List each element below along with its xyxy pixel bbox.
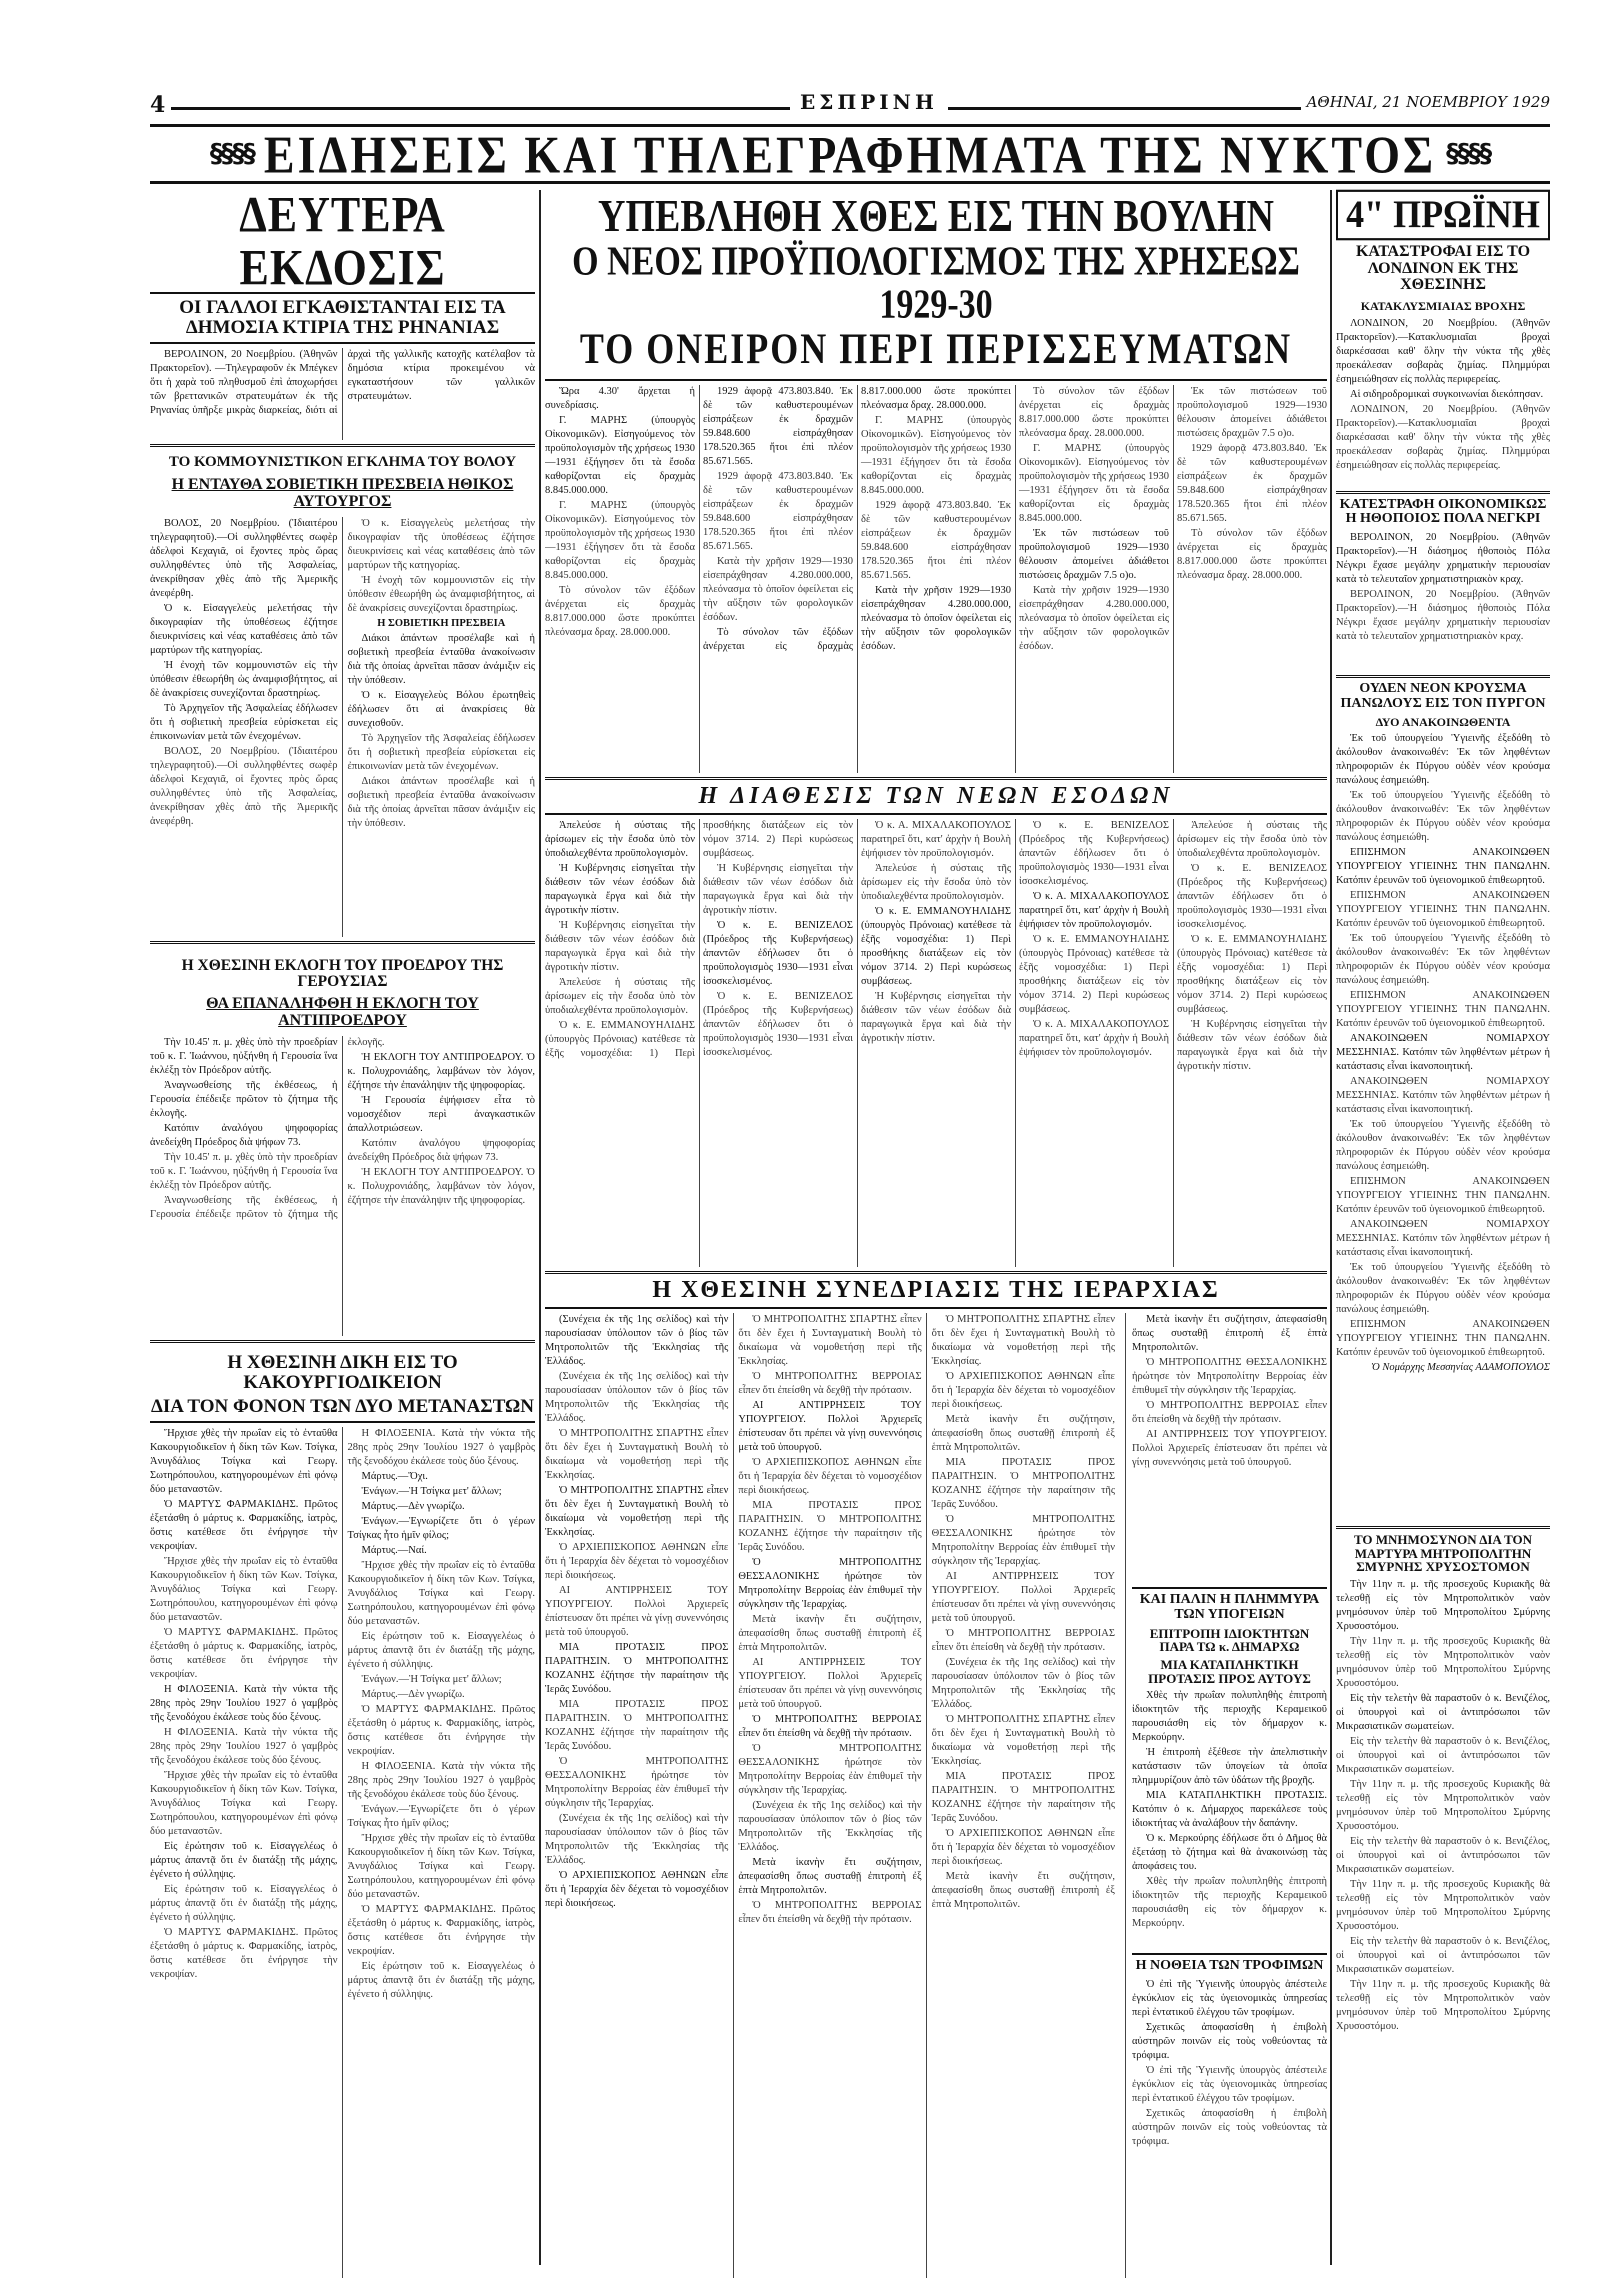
paragraph: Ἀναγνωσθείσης τῆς ἐκθέσεως, ἡ Γερουσία ἐπέδειξε πρῶτον τὸ ζήτημα τῆς ἐκλογῆς. [150,1079,338,1119]
paragraph: ΛΟΝΔΙΝΟΝ, 20 Νοεμβρίου. (Ἀθηνῶν Πρακτορεῖον).—Κατακλυσμιαῖαι βροχαὶ διαρκέσασαι καθ' ὅλην τὴν νύκτα τῆς χθὲς προεκάλεσαν σοβαρὰς ζημίας. Πλημμύραι ἐσημειώθησαν εἰς πολλὰς περιφερείας. [1336,403,1550,471]
paragraph: ΕΠΙΣΗΜΟΝ ΑΝΑΚΟΙΝΩΘΕΝ ΥΠΟΥΡΓΕΙΟΥ ΥΓΙΕΙΝΗΣ ΤΗΝ ΠΑΝΩΛΗΝ. Κατόπιν ἐρευνῶν τοῦ ὑγειονομικοῦ ἐπιθεωρητοῦ. [1336,1319,1550,1359]
paragraph: Ἀπελεύσε ἡ σύσταις τῆς ἀρίσωμεν εἰς τὴν ἔσοδα ὑπὸ τὸν ὑποδιαλεχθέντα προϋπολογισμὸν. [861,863,1011,903]
paragraph: Ὁ κ. Ε. ΒΕΝΙΖΕΛΟΣ (Πρόεδρος τῆς Κυβερνήσεως) ἀπαντῶν ἐδήλωσεν ὅτι ὁ προϋπολογισμὸς 1930—1931 εἶναι ἰσοσκελισμένος. [703,920,853,988]
banner-title: ΕΙΔΗΣΕΙΣ ΚΑΙ ΤΗΛΕΓΡΑΦΗΜΑΤΑ ΤΗΣ ΝΥΚΤΟΣ [263,124,1437,184]
paper-name: ΕΣΠΡΙΝΗ [790,90,948,114]
paragraph: Τὴν 10.45' π. μ. χθὲς ὑπὸ τὴν προεδρίαν τοῦ κ. Γ. Ἰωάννου, ηὐξήνθη ἡ Γερουσία ἵνα ἐκλέξῃ τὸν Πρόεδρον αὐτῆς. [150,1036,338,1076]
paragraph: ΜΙΑ ΠΡΟΤΑΣΙΣ ΠΡΟΣ ΠΑΡΑΙΤΗΣΙΝ. Ὁ ΜΗΤΡΟΠΟΛΙΤΗΣ ΚΟΖΑΝΗΣ ἐζήτησε τὴν παραίτησιν τῆς Ἱερᾶς Συνόδου. [545,1642,729,1696]
dialogue-line: Ἐνάγων.—Ἡ Τσίγκα μετ' ἄλλων; [361,1485,502,1497]
issue-date: ΑΘΗΝΑΙ, 21 ΝΟΕΜΒΡΙΟΥ 1929 [1301,93,1550,111]
paragraph: Εἰς ἐρώτησιν τοῦ κ. Εἰσαγγελέως ὁ μάρτυς ἀπαντᾷ ὅτι ἐν διατάξῃ τῆς μάχης, ἐγένετο ἡ σύλληψις. [347,1960,535,2000]
divider [1336,491,1550,494]
article-body [545,385,1327,773]
paragraph: Ὁ κ. Ε. ΒΕΝΙΖΕΛΟΣ (Πρόεδρος τῆς Κυβερνήσεως) ἀπαντῶν ἐδήλωσεν ὅτι ὁ προϋπολογισμὸς 1930—1931 εἶναι ἰσοσκελισμένος. [1177,863,1327,931]
paragraph: Ὁ ΜΑΡΤΥΣ ΦΑΡΜΑΚΙΔΗΣ. Πρῶτος ἐξετάσθη ὁ μάρτυς κ. Φαρμακίδης, ἰατρὸς, ὅστις κατέθεσε ὅτι ἐνήργησε τὴν νεκροψίαν. [347,1903,535,1957]
divider [545,813,1327,815]
paragraph: Εἰς ἐρώτησιν τοῦ κ. Εἰσαγγελέως ὁ μάρτυς ἀπαντᾷ ὅτι ἐν διατάξῃ τῆς μάχης, ἐγένετο ἡ σύλληψις. [150,1840,338,1880]
article-subhead: ΔΥΟ ΑΝΑΚΟΙΝΩΘΕΝΤΑ [1375,714,1511,729]
paragraph: Ἤρχισε χθὲς τὴν πρωΐαν εἰς τὸ ἐνταῦθα Κακουργιοδικεῖον ἡ δίκη τῶν Κων. Τσίγκα, Ἀνυγδάλιος Τσίγκα καὶ Γεωργ. Σωτηρόπουλου, κατηγορουμένων ἐπὶ φόνῳ δύο μεταναστῶν. [347,1559,535,1627]
article-headline: ΤΟ ΜΝΗΜΟΣΥΝΟΝ ΔΙΑ ΤΟΝ ΜΑΡΤΥΡΑ ΜΗΤΡΟΠΟΛΙΤΗΝ ΣΜΥΡΝΗΣ ΧΡΥΣΟΣΤΟΜΟΝ [1353,1532,1533,1575]
paragraph: Ἡ Κυβέρνησις εἰσηγεῖται τὴν διάθεσιν τῶν νέων ἐσόδων διὰ παραγωγικὰ ἔργα καὶ διὰ τὴν ἀγροτικὴν πίστιν. [545,863,695,917]
ornament-icon: §§§§ [1446,139,1491,169]
paragraph: Μετὰ ἱκανὴν ἔτι συζήτησιν, ἀπεφασίσθη ὅπως συσταθῇ ἐπιτροπὴ ἐξ ἑπτὰ Μητροπολιτῶν. [931,1414,1115,1454]
paragraph: Ἀπελεύσε ἡ σύσταις τῆς ἀρίσωμεν εἰς τὴν ἔσοδα ὑπὸ τὸν ὑποδιαλεχθέντα προϋπολογισμὸν. [1177,820,1327,860]
paragraph: Ἐκ τῶν πιστώσεων τοῦ προϋπολογισμοῦ 1929—1930 θέλουσιν ἀπομείνει ἀδιάθετοι πιστώσεις δραχμῶν 7.5 ο)ο. [1177,386,1327,440]
right-column [1336,192,1550,2198]
paragraph: Τὴν 11ην π. μ. τῆς προσεχοῦς Κυριακῆς θὰ τελεσθῇ εἰς τὸν Μητροπολιτικὸν ναὸν μνημόσυνον ὑπὲρ τοῦ Μητροπολίτου Σμύρνης Χρυσοστόμου. [1336,1979,1550,2033]
paragraph: ΑΝΑΚΟΙΝΩΘΕΝ ΝΟΜΙΑΡΧΟΥ ΜΕΣΣΗΝΙΑΣ. Κατόπιν τῶν ληφθέντων μέτρων ἡ κατάστασις εἶναι ἱκανοποιητική. [1336,1076,1550,1116]
paragraph: Αἱ σιδηροδρομικαὶ συγκοινωνίαι διεκόπησαν. [1350,388,1544,400]
divider [150,941,535,944]
article-headline: ΤΟ ΚΟΜΜΟΥΝΙΣΤΙΚΟΝ ΕΓΚΛΗΜΑ ΤΟΥ ΒΟΛΟΥ [168,454,517,471]
paragraph: Εἰς ἐρώτησιν τοῦ κ. Εἰσαγγελέως ὁ μάρτυς ἀπαντᾷ ὅτι ἐν διατάξῃ τῆς μάχης, ἐγένετο ἡ σύλληψις. [347,1630,535,1670]
article-body [545,819,1327,1267]
article-body [1132,1689,1327,1949]
paragraph: Ὁ κ. Ε. ΕΜΜΑΝΟΥΗΛΙΔΗΣ (ὑπουργὸς Πρόνοιας) κατέθεσε τὰ ἑξῆς νομοσχέδια: 1) Περὶ προσθήκης διατάξεων εἰς τὸν νόμον 3714. 2) Περὶ κυρώσεως συμβάσεως. [1019,934,1169,1016]
paragraph: (Συνέχεια ἐκ τῆς 1ης σελίδος) καὶ τὴν παρουσίασαν ὑπόλοιπον τῶν ὁ βίος τῶν Μητροπολιτῶν τῆς Ἐκκλησίας τῆς Ἑλλάδος. [931,1657,1115,1711]
paragraph: (Συνέχεια ἐκ τῆς 1ης σελίδος) καὶ τὴν παρουσίασαν ὑπόλοιπον τῶν ὁ βίος τῶν Μητροπολιτῶν τῆς Ἐκκλησίας τῆς Ἑλλάδος. [545,1314,729,1368]
paragraph: Τὸ σύνολον τῶν ἐξόδων ἀνέρχεται εἰς δραχμὰς 8.817.000.000 ὥστε προκύπτει πλεόνασμα δραχ. 28.000.000. [703,386,1011,653]
paragraph: Ὁ ΑΡΧΙΕΠΙΣΚΟΠΟΣ ΑΘΗΝΩΝ εἶπε ὅτι ἡ Ἱεραρχία δὲν δέχεται τὸ νομοσχέδιον περὶ διοικήσεως. [545,1542,729,1582]
divider [1132,1953,1327,1955]
paragraph: Ὁ ΜΗΤΡΟΠΟΛΙΤΗΣ ΣΠΑΡΤΗΣ εἶπεν ὅτι δὲν ἔχει ἡ Συνταγματικὴ Βουλὴ τὸ δικαίωμα νὰ νομοθετήσῃ περὶ τῆς Ἐκκλησίας. [931,1714,1115,1768]
page-number: 4 [150,92,171,118]
paragraph: Ὁ ΜΗΤΡΟΠΟΛΙΤΗΣ ΣΠΑΡΤΗΣ εἶπεν ὅτι δὲν ἔχει ἡ Συνταγματικὴ Βουλὴ τὸ δικαίωμα νὰ νομοθετήσῃ περὶ τῆς Ἐκκλησίας. [931,1314,1115,1368]
paragraph: Ὁ ΜΗΤΡΟΠΟΛΙΤΗΣ ΒΕΡΡΟΙΑΣ εἶπεν ὅτι ἐπείσθη νὰ δεχθῇ τὴν πρότασιν. [738,1900,922,1926]
paragraph: Γ. ΜΑΡΗΣ (ὑπουργὸς Οἰκονομικῶν). Εἰσηγούμενος τὸν προϋπολογισμὸν τῆς χρήσεως 1930—1931 ἐξήγησεν ὅτι τὰ ἔσοδα καθορίζονται εἰς δραχμὰς 8.845.000.000. [1019,443,1169,525]
paragraph: Διάκοι ἀπάντων προσέλαβε καὶ ἡ σοβιετικὴ πρεσβεία ἐνταῦθα ἀνακοίνωσιν διὰ τῆς ὁποίας ἀρνεῖται πᾶσαν ἀνάμιξιν εἰς τὴν ὑπόθεσιν. [347,632,535,686]
article-headline: Η ΧΘΕΣΙΝΗ ΕΚΛΟΓΗ ΤΟΥ ΠΡΟΕΔΡΟΥ ΤΗΣ ΓΕΡΟΥΣΙΑΣ [181,956,504,990]
divider [150,342,535,344]
paragraph: Ὁ κ. Α. ΜΙΧΑΛΑΚΟΠΟΥΛΟΣ παρατηρεῖ ὅτι, κατ' ἀρχὴν ἡ Βουλὴ ἐψήφισεν τὸν προϋπολογισμόν. [861,820,1011,860]
paragraph: Ἡ Κυβέρνησις εἰσηγεῖται τὴν διάθεσιν τῶν νέων ἐσόδων διὰ παραγωγικὰ ἔργα καὶ διὰ τὴν ἀγροτικὴν πίστιν. [1177,1019,1327,1073]
divider [150,444,535,447]
paragraph: Γ. ΜΑΡΗΣ (ὑπουργὸς Οἰκονομικῶν). Εἰσηγούμενος τὸν προϋπολογισμὸν τῆς χρήσεως 1930—1931 ἐξήγησεν ὅτι τὰ ἔσοδα καθορίζονται εἰς δραχμὰς 8.845.000.000. [545,500,695,582]
paragraph: Τὴν 11ην π. μ. τῆς προσεχοῦς Κυριακῆς θὰ τελεσθῇ εἰς τὸν Μητροπολιτικὸν ναὸν μνημόσυνον ὑπὲρ τοῦ Μητροπολίτου Σμύρνης Χρυσοστόμου. [1336,1579,1550,1633]
paragraph: Ἤρχισε χθὲς τὴν πρωΐαν εἰς τὸ ἐνταῦθα Κακουργιοδικεῖον ἡ δίκη τῶν Κων. Τσίγκα, Ἀνυγδάλιος Τσίγκα καὶ Γεωργ. Σωτηρόπουλου, κατηγορουμένων ἐπὶ φόνῳ δύο μεταναστῶν. [347,1832,535,1900]
paragraph: Ἐκ τῶν πιστώσεων τοῦ προϋπολογισμοῦ 1929—1930 θέλουσιν ἀπομείνει ἀδιάθετοι πιστώσεις δραχμῶν 7.5 ο)ο. [1019,528,1169,582]
paragraph: Ἤρχισε χθὲς τὴν πρωΐαν εἰς τὸ ἐνταῦθα Κακουργιοδικεῖον ἡ δίκη τῶν Κων. Τσίγκα, Ἀνυγδάλιος Τσίγκα καὶ Γεωργ. Σωτηρόπουλου, κατηγορουμένων ἐπὶ φόνῳ δύο μεταναστῶν. [150,1427,338,1495]
paragraph: ΒΕΡΟΛΙΝΟΝ, 20 Νοεμβρίου. (Ἀθηνῶν Πρακτορεῖον). —Τηλεγραφοῦν ἐκ Μπέγκεν ὅτι ἡ χαρὰ τοῦ πληθυσμοῦ ἐπὶ ἀποχωρήσει τῶν βρεττανικῶν στρατευμάτων ἐκ τῆς Ρηνανίας ὑπῆρξε μικρὰς διαρκείας, διότι αἱ ἀρχαὶ τῆς γαλλικῆς κατοχῆς κατέλαβον τὰ δημόσια κτίρια προκειμένου νὰ εγκαταστήσουν τῶν γαλλικῶν στρατευμάτων. [150,349,535,417]
paragraph: Η ΦΙΛΟΞΕΝΙΑ. Κατὰ τὴν νύκτα τῆς 28ης πρὸς 29ην Ἰουλίου 1927 ὁ γαμβρὸς τῆς ξενοδόχου ἐκάλεσε τοὺς δύο ξένους. [347,1427,535,1467]
section-headline: Η ΔΙΑΘΕΣΙΣ ΤΩΝ ΝΕΩΝ ΕΣΟΔΩΝ [698,783,1174,810]
divider [150,1340,535,1343]
paragraph: 1929 ἀφορᾷ 473.803.840. Ἐκ δὲ τῶν καθυστερουμένων εἰσπράξεων ἐκ δραχμῶν 59.848.600 εἰσπράχθησαν 178.520.365 ἤτοι ἐπὶ πλέον 85.671.565. [703,471,853,553]
paragraph: Κατόπιν ἀναλόγου ψηφοφορίας ἀνεδείχθη Πρόεδρος διὰ ψήφων 73. [150,1122,338,1148]
article-body [1336,732,1550,1522]
paragraph: Ὁ ΜΑΡΤΥΣ ΦΑΡΜΑΚΙΔΗΣ. Πρῶτος ἐξετάσθη ὁ μάρτυς κ. Φαρμακίδης, ἰατρὸς, ὅστις κατέθεσε ὅτι ἐνήργησε τὴν νεκροψίαν. [150,1626,338,1680]
signature-line: Ὁ Νομάρχης Μεσσηνίας ΑΔΑΜΟΠΟΥΛΟΣ [1371,1362,1550,1374]
paragraph: Χθὲς τὴν πρωΐαν πολυπληθὴς ἐπιτροπὴ ἰδιοκτητῶν τῆς περιοχῆς Κεραμεικοῦ παρουσιάσθη εἰς τὸν δήμαρχον κ. Μερκούρην. [1132,1690,1327,1744]
paragraph: Ὁ ΜΗΤΡΟΠΟΛΙΤΗΣ ΒΕΡΡΟΙΑΣ εἶπεν ὅτι ἐπείσθη νὰ δεχθῇ τὴν πρότασιν. [931,1628,1115,1654]
dialogue-line: Μάρτυς.—Δὲν γνωρίζω. [361,1688,465,1700]
article-headline: ΚΑΤΕΣΤΡΑΦΗ ΟΙΚΟΝΟΜΙΚΩΣ Η ΗΘΟΠΟΙΟΣ ΠΟΛΑ ΝΕΓΚΡΙ [1339,496,1547,527]
paragraph: Ὁ κ. Ε. ΒΕΝΙΖΕΛΟΣ (Πρόεδρος τῆς Κυβερνήσεως) ἀπαντῶν ἐδήλωσεν ὅτι ὁ προϋπολογισμὸς 1930—1931 εἶναι ἰσοσκελισμένος. [1019,820,1169,888]
paragraph: ΑΙ ΑΝΤΙΡΡΗΣΕΙΣ ΤΟΥ ΥΠΟΥΡΓΕΙΟΥ. Πολλοὶ Ἀρχιερεῖς ἐπίστευσαν ὅτι πρέπει νὰ γίνῃ συνεννόησις μετὰ τοῦ ὑπουργοῦ. [545,1585,729,1639]
paragraph: ΜΙΑ ΠΡΟΤΑΣΙΣ ΠΡΟΣ ΠΑΡΑΙΤΗΣΙΝ. Ὁ ΜΗΤΡΟΠΟΛΙΤΗΣ ΚΟΖΑΝΗΣ ἐζήτησε τὴν παραίτησιν τῆς Ἱερᾶς Συνόδου. [738,1500,922,1554]
paragraph: Ἤρχισε χθὲς τὴν πρωΐαν εἰς τὸ ἐνταῦθα Κακουργιοδικεῖον ἡ δίκη τῶν Κων. Τσίγκα, Ἀνυγδάλιος Τσίγκα καὶ Γεωργ. Σωτηρόπουλου, κατηγορουμένων ἐπὶ φόνῳ δύο μεταναστῶν. [150,1769,338,1837]
paragraph: Τὸ σύνολον τῶν ἐξόδων ἀνέρχεται εἰς δραχμὰς 8.817.000.000 ὥστε προκύπτει πλεόνασμα δραχ. 28.000.000. [1177,528,1327,582]
paragraph: Η ΦΙΛΟΞΕΝΙΑ. Κατὰ τὴν νύκτα τῆς 28ης πρὸς 29ην Ἰουλίου 1927 ὁ γαμβρὸς τῆς ξενοδόχου ἐκάλεσε τοὺς δύο ξένους. [150,1683,338,1723]
paragraph: Μετὰ ἱκανὴν ἔτι συζήτησιν, ἀπεφασίσθη ὅπως συσταθῇ ἐπιτροπὴ ἐξ ἑπτὰ Μητροπολιτῶν. [738,1614,922,1654]
paragraph: Ὁ ΜΑΡΤΥΣ ΦΑΡΜΑΚΙΔΗΣ. Πρῶτος ἐξετάσθη ὁ μάρτυς κ. Φαρμακίδης, ἰατρὸς, ὅστις κατέθεσε ὅτι ἐνήργησε τὴν νεκροψίαν. [347,1703,535,1757]
paragraph: ΒΟΛΟΣ, 20 Νοεμβρίου. (Ἰδιαιτέρου τηλεγραφητοῦ).—Οἱ συλληφθέντες σωφὲρ ἀδελφοὶ Κεχαγιᾶ, οἱ ἔχοντες πρὸς ὥρας συλληφθέντες ὑπὸ τῆς Ἀσφαλείας, ἀνεκρίθησαν χθὲς ἀπὸ τῆς Ἀμερικῆς ἀνεφέρθη. [150,517,338,599]
paragraph: Ὁ κ. Ε. ΕΜΜΑΝΟΥΗΛΙΔΗΣ (ὑπουργὸς Πρόνοιας) κατέθεσε τὰ ἑξῆς νομοσχέδια: 1) Περὶ προσθήκης διατάξεων εἰς τὸν νόμον 3714. 2) Περὶ κυρώσεως συμβάσεως. [545,820,853,1060]
paragraph: Ὁ ΜΗΤΡΟΠΟΛΙΤΗΣ ΣΠΑΡΤΗΣ εἶπεν ὅτι δὲν ἔχει ἡ Συνταγματικὴ Βουλὴ τὸ δικαίωμα νὰ νομοθετήσῃ περὶ τῆς Ἐκκλησίας. [738,1314,922,1368]
dialogue-line: Ἐνάγων.—Ἡ Τσίγκα μετ' ἄλλων; [361,1673,502,1685]
paragraph: ΕΠΙΣΗΜΟΝ ΑΝΑΚΟΙΝΩΘΕΝ ΥΠΟΥΡΓΕΙΟΥ ΥΓΙΕΙΝΗΣ ΤΗΝ ΠΑΝΩΛΗΝ. Κατόπιν ἐρευνῶν τοῦ ὑγειονομικοῦ ἐπιθεωρητοῦ. [1336,1176,1550,1216]
article-headline: ΚΑΤΑΣΤΡΟΦΑΙ ΕΙΣ ΤΟ ΛΟΝΔΙΝΟΝ ΕΚ ΤΗΣ ΧΘΕΣΙΝΗΣ [1355,242,1531,294]
paragraph: ΜΙΑ ΠΡΟΤΑΣΙΣ ΠΡΟΣ ΠΑΡΑΙΤΗΣΙΝ. Ὁ ΜΗΤΡΟΠΟΛΙΤΗΣ ΚΟΖΑΝΗΣ ἐζήτησε τὴν παραίτησιν τῆς Ἱερᾶς Συνόδου. [931,1771,1115,1825]
paragraph: ΑΝΑΚΟΙΝΩΘΕΝ ΝΟΜΙΑΡΧΟΥ ΜΕΣΣΗΝΙΑΣ. Κατόπιν τῶν ληφθέντων μέτρων ἡ κατάστασις εἶναι ἱκανοποιητική. [1336,1219,1550,1259]
dialogue-line: Ἐνάγων.—Ἐγνωρίζετε ὅτι ὁ γέρων Τσίγκας ἦτο ἡμῖν φίλος; [347,1515,535,1541]
edition-label: ΔΕΥΤΕΡΑ ΕΚΔΟΣΙΣ [239,186,446,297]
article-subhead: ΘΑ ΕΠΑΝΑΛΗΦΘΗ Η ΕΚΛΟΓΗ ΤΟΥ ΑΝΤΙΠΡΟΕΔΡΟΥ [206,995,479,1029]
article-body [150,1036,535,1336]
top-bar [150,90,1550,118]
paragraph: Η ΦΙΛΟΞΕΝΙΑ. Κατὰ τὴν νύκτα τῆς 28ης πρὸς 29ην Ἰουλίου 1927 ὁ γαμβρὸς τῆς ξενοδόχου ἐκάλεσε τοὺς δύο ξένους. [150,1726,338,1766]
sidebar-articles [1125,1313,1327,2278]
paragraph: Τὸ σύνολον τῶν ἐξόδων ἀνέρχεται εἰς δραχμὰς 8.817.000.000 ὥστε προκύπτει πλεόνασμα δραχ. 28.000.000. [1019,386,1169,440]
paragraph: Ὁ ΜΑΡΤΥΣ ΦΑΡΜΑΚΙΔΗΣ. Πρῶτος ἐξετάσθη ὁ μάρτυς κ. Φαρμακίδης, ἰατρὸς, ὅστις κατέθεσε ὅτι ἐνήργησε τὴν νεκροψίαν. [150,1498,338,1552]
paragraph: ΑΝΑΚΟΙΝΩΘΕΝ ΝΟΜΙΑΡΧΟΥ ΜΕΣΣΗΝΙΑΣ. Κατόπιν τῶν ληφθέντων μέτρων ἡ κατάστασις εἶναι ἱκανοποιητική. [1336,1033,1550,1073]
section-subhead: ΕΠΙΤΡΟΠΗ ΙΔΙΟΚΤΗΤΩΝ ΠΑΡΑ ΤΩ κ. ΔΗΜΑΡΧΩ [1149,1625,1310,1655]
paragraph: Τὸ σύνολον τῶν ἐξόδων ἀνέρχεται εἰς δραχμὰς 8.817.000.000 ὥστε προκύπτει πλεόνασμα δραχ. 28.000.000. [545,585,695,639]
paragraph: Σχετικῶς ἀποφασίσθη ἡ ἐπιβολὴ αὐστηρῶν ποινῶν εἰς τοὺς νοθεύοντας τὰ τρόφιμα. [1132,2022,1327,2062]
divider [545,777,1327,780]
paragraph: Ὁ ΜΗΤΡΟΠΟΛΙΤΗΣ ΣΠΑΡΤΗΣ εἶπεν ὅτι δὲν ἔχει ἡ Συνταγματικὴ Βουλὴ τὸ δικαίωμα νὰ νομοθετήσῃ περὶ τῆς Ἐκκλησίας. [545,1485,729,1539]
article-subhead: ΔΙΑ ΤΟΝ ΦΟΝΟΝ ΤΩΝ ΔΥΟ ΜΕΤΑΝΑΣΤΩΝ [151,1395,534,1417]
paragraph: Εἰς τὴν τελετὴν θὰ παραστοῦν ὁ κ. Βενιζέλος, οἱ ὑπουργοὶ καὶ οἱ ἀντιπρόσωποι τῶν Μικρασιατικῶν σωματείων. [1336,1736,1550,1776]
paragraph: Τὴν 11ην π. μ. τῆς προσεχοῦς Κυριακῆς θὰ τελεσθῇ εἰς τὸν Μητροπολιτικὸν ναὸν μνημόσυνον ὑπὲρ τοῦ Μητροπολίτου Σμύρνης Χρυσοστόμου. [1336,1879,1550,1933]
paragraph: Ὁ ΜΗΤΡΟΠΟΛΙΤΗΣ ΒΕΡΡΟΙΑΣ εἶπεν ὅτι ἐπείσθη νὰ δεχθῇ τὴν πρότασιν. [1132,1400,1327,1426]
paragraph: Ἐκ τοῦ ὑπουργείου Ὑγιεινῆς ἐξεδόθη τὸ ἀκόλουθον ἀνακοινωθέν: Ἐκ τῶν ληφθέντων πληροφοριῶν ἐκ Πύργου οὐδὲν νέον κρούσμα πανώλους ἐσημειώθη. [1336,1262,1550,1316]
paragraph: Ὁ κ. Ε. ΕΜΜΑΝΟΥΗΛΙΔΗΣ (ὑπουργὸς Πρόνοιας) κατέθεσε τὰ ἑξῆς νομοσχέδια: 1) Περὶ προσθήκης διατάξεων εἰς τὸν νόμον 3714. 2) Περὶ κυρώσεως συμβάσεως. [861,906,1011,988]
article-body [150,517,535,937]
paragraph: ΜΙΑ ΠΡΟΤΑΣΙΣ ΠΡΟΣ ΠΑΡΑΙΤΗΣΙΝ. Ὁ ΜΗΤΡΟΠΟΛΙΤΗΣ ΚΟΖΑΝΗΣ ἐζήτησε τὴν παραίτησιν τῆς Ἱερᾶς Συνόδου. [931,1457,1115,1511]
paragraph: ΑΙ ΑΝΤΙΡΡΗΣΕΙΣ ΤΟΥ ΥΠΟΥΡΓΕΙΟΥ. Πολλοὶ Ἀρχιερεῖς ἐπίστευσαν ὅτι πρέπει νὰ γίνῃ συνεννόησις μετὰ τοῦ ὑπουργοῦ. [931,1571,1115,1625]
paragraph: Ἡ Κυβέρνησις εἰσηγεῖται τὴν διάθεσιν τῶν νέων ἐσόδων διὰ παραγωγικὰ ἔργα καὶ διὰ τὴν ἀγροτικὴν πίστιν. [861,991,1011,1045]
paragraph: Ἐκ τοῦ ὑπουργείου Ὑγιεινῆς ἐξεδόθη τὸ ἀκόλουθον ἀνακοινωθέν: Ἐκ τῶν ληφθέντων πληροφοριῶν ἐκ Πύργου οὐδὲν νέον κρούσμα πανώλους ἐσημειώθη. [1336,1119,1550,1173]
column-divider [539,190,541,2265]
paragraph-subhead: Η ΣΟΒΙΕΤΙΚΗ ΠΡΕΣΒΕΙΑ [377,617,506,629]
paragraph: Ὁ ΜΗΤΡΟΠΟΛΙΤΗΣ ΘΕΣΣΑΛΟΝΙΚΗΣ ἠρώτησε τὸν Μητροπολίτην Βερροίας ἐὰν ἐπιθυμεῖ τὴν σύγκλησιν τῆς Ἱεραρχίας. [931,1514,1115,1568]
paragraph: Ὁ ΜΗΤΡΟΠΟΛΙΤΗΣ ΘΕΣΣΑΛΟΝΙΚΗΣ ἠρώτησε τὸν Μητροπολίτην Βερροίας ἐὰν ἐπιθυμεῖ τὴν σύγκλησιν τῆς Ἱεραρχίας. [545,1756,729,1810]
article-subhead: Η ΕΝΤΑΥΘΑ ΣΟΒΙΕΤΙΚΗ ΠΡΕΣΒΕΙΑ ΗΘΙΚΟΣ ΑΥΤΟΥΡΓΟΣ [171,476,514,510]
paragraph: ΑΙ ΑΝΤΙΡΡΗΣΕΙΣ ΤΟΥ ΥΠΟΥΡΓΕΙΟΥ. Πολλοὶ Ἀρχιερεῖς ἐπίστευσαν ὅτι πρέπει νὰ γίνῃ συνεννόησις μετὰ τοῦ ὑπουργοῦ. [1132,1429,1327,1469]
paragraph: ΕΠΙΣΗΜΟΝ ΑΝΑΚΟΙΝΩΘΕΝ ΥΠΟΥΡΓΕΙΟΥ ΥΓΙΕΙΝΗΣ ΤΗΝ ΠΑΝΩΛΗΝ. Κατόπιν ἐρευνῶν τοῦ ὑγειονομικοῦ ἐπιθεωρητοῦ. [1336,890,1550,930]
paragraph: Ὁ κ. Α. ΜΙΧΑΛΑΚΟΠΟΥΛΟΣ παρατηρεῖ ὅτι, κατ' ἀρχὴν ἡ Βουλὴ ἐψήφισεν τὸν προϋπολογισμόν. [1019,891,1169,931]
left-column [150,186,535,2278]
paragraph: ΒΟΛΟΣ, 20 Νοεμβρίου. (Ἰδιαιτέρου τηλεγραφητοῦ).—Οἱ συλληφθέντες σωφὲρ ἀδελφοὶ Κεχαγιᾶ, οἱ ἔχοντες πρὸς ὥρας συλληφθέντες ὑπὸ τῆς Ἀσφαλείας, ἀνεκρίθησαν χθὲς ἀπὸ τῆς Ἀμερικῆς ἀνεφέρθη. [150,745,338,827]
paragraph: Ὁ ἐπὶ τῆς Ὑγιεινῆς ὑπουργὸς ἀπέστειλε ἐγκύκλιον εἰς τὰς ὑγειονομικὰς ὑπηρεσίας περὶ ἐντατικοῦ ἐλέγχου τῶν τροφίμων. [1132,2065,1327,2105]
paragraph: Τὸ Ἀρχηγεῖον τῆς Ἀσφαλείας ἐδήλωσεν ὅτι ἡ σοβιετικὴ πρεσβεία εὐρίσκεται εἰς ἐπικοινωνίαν μετὰ τῶν ἐνεχομένων. [347,732,535,772]
section-headline: Η ΧΘΕΣΙΝΗ ΣΥΝΕΔΡΙΑΣΙΣ ΤΗΣ ΙΕΡΑΡΧΙΑΣ [652,1277,1220,1304]
paragraph: Ὁ ΑΡΧΙΕΠΙΣΚΟΠΟΣ ΑΘΗΝΩΝ εἶπε ὅτι ἡ Ἱεραρχία δὲν δέχεται τὸ νομοσχέδιον περὶ διοικήσεως. [931,1828,1115,1868]
paragraph: Τὸ Ἀρχηγεῖον τῆς Ἀσφαλείας ἐδήλωσεν ὅτι ἡ σοβιετικὴ πρεσβεία εὐρίσκεται εἰς ἐπικοινωνίαν μετὰ τῶν ἐνεχομένων. [150,702,338,742]
paragraph: ΜΙΑ ΚΑΤΑΠΛΗΚΤΙΚΗ ΠΡΟΤΑΣΙΣ. Κατόπιν ὁ κ. Δήμαρχος παρεκάλεσε τοὺς ἰδιοκτήτας νὰ ἀναλάβουν τὴν δαπάνην. [1132,1790,1327,1830]
divider [150,1421,535,1423]
paragraph: Εἰς τὴν τελετὴν θὰ παραστοῦν ὁ κ. Βενιζέλος, οἱ ὑπουργοὶ καὶ οἱ ἀντιπρόσωποι τῶν Μικρασιατικῶν σωματείων. [1336,1693,1550,1733]
divider [1336,675,1550,678]
paragraph: Ἡ ἐνοχὴ τῶν κομμουνιστῶν εἰς τὴν ὑπόθεσιν ἐθεωρήθη ὡς ἀναμφισβήτητος, αἱ δὲ ἀνακρίσεις συνεχίζονται δραστηρίως. [150,659,338,699]
paragraph: Ὁ κ. Εἰσαγγελεὺς μελετήσας τὴν δικογραφίαν τῆς ὑποθέσεως ἐζήτησε διευκρινίσεις καὶ νέας καταθέσεις ἀπὸ τῶν μαρτύρων τῆς κατηγορίας. [150,602,338,656]
paragraph: Ἡ ἐπιτροπὴ ἐξέθεσε τὴν ἀπελπιστικὴν κατάστασιν τῶν ὑπογείων τὰ ὁποῖα πλημμυρίζουν ἀπὸ τῶν ὑδάτων τῆς βροχῆς. [1132,1747,1327,1787]
paragraph: 1929 ἀφορᾷ 473.803.840. Ἐκ δὲ τῶν καθυστερουμένων εἰσπράξεων ἐκ δραχμῶν 59.848.600 εἰσπράχθησαν 178.520.365 ἤτοι ἐπὶ πλέον 85.671.565. [703,386,853,468]
paragraph: Γ. ΜΑΡΗΣ (ὑπουργὸς Οἰκονομικῶν). Εἰσηγούμενος τὸν προϋπολογισμὸν τῆς χρήσεως 1930—1931 ἐξήγησεν ὅτι τὰ ἔσοδα καθορίζονται εἰς δραχμὰς 8.845.000.000. [861,415,1011,497]
paragraph: ΑΙ ΑΝΤΙΡΡΗΣΕΙΣ ΤΟΥ ΥΠΟΥΡΓΕΙΟΥ. Πολλοὶ Ἀρχιερεῖς ἐπίστευσαν ὅτι πρέπει νὰ γίνῃ συνεννόησις μετὰ τοῦ ὑπουργοῦ. [738,1657,922,1711]
article-headline: ΟΥΔΕΝ ΝΕΟΝ ΚΡΟΥΣΜΑ ΠΑΝΩΛΟΥΣ ΕΙΣ ΤΟΝ ΠΥΡΓΟΝ [1340,681,1546,711]
section-headline: ΚΑΙ ΠΑΛΙΝ Η ΠΛΗΜΜΥΡΑ ΤΩΝ ΥΠΟΓΕΙΩΝ [1139,1592,1320,1623]
lower-center-area [545,1313,1327,2278]
divider [1132,1587,1327,1589]
divider [545,379,1327,381]
section-subhead: ΜΙΑ ΚΑΤΑΠΛΗΚΤΙΚΗ ΠΡΟΤΑΣΙΣ ΠΡΟΣ ΑΥΤΟΥΣ [1148,1657,1311,1686]
paragraph: Σχετικῶς ἀποφασίσθη ἡ ἐπιβολὴ αὐστηρῶν ποινῶν εἰς τοὺς νοθεύοντας τὰ τρόφιμα. [1132,2108,1327,2148]
paragraph: Ὁ κ. Εἰσαγγελεὺς μελετήσας τὴν δικογραφίαν τῆς ὑποθέσεως ἐζήτησε διευκρινίσεις καὶ νέας καταθέσεις ἀπὸ τῶν μαρτύρων τῆς κατηγορίας. [347,517,535,571]
paragraph: Ὁ ΜΗΤΡΟΠΟΛΙΤΗΣ ΘΕΣΣΑΛΟΝΙΚΗΣ ἠρώτησε τὸν Μητροπολίτην Βερροίας ἐὰν ἐπιθυμεῖ τὴν σύγκλησιν τῆς Ἱεραρχίας. [1132,1357,1327,1397]
paragraph: Τὴν 11ην π. μ. τῆς προσεχοῦς Κυριακῆς θὰ τελεσθῇ εἰς τὸν Μητροπολιτικὸν ναὸν μνημόσυνον ὑπὲρ τοῦ Μητροπολίτου Σμύρνης Χρυσοστόμου. [1336,1636,1550,1690]
main-headline: ΥΠΕΒΛΗΘΗ ΧΘΕΣ ΕΙΣ ΤΗΝ ΒΟΥΛΗΝ [598,191,1274,243]
article-body [1336,1578,1550,2198]
paragraph: 1929 ἀφορᾷ 473.803.840. Ἐκ δὲ τῶν καθυστερουμένων εἰσπράξεων ἐκ δραχμῶν 59.848.600 εἰσπράχθησαν 178.520.365 ἤτοι ἐπὶ πλέον 85.671.565. [1177,443,1327,525]
paragraph: ΒΕΡΟΛΙΝΟΝ, 20 Νοεμβρίου. (Ἀθηνῶν Πρακτορεῖον).—Ἡ διάσημος ἠθοποιὸς Πόλα Νέγκρι ἔχασε μεγάλην χρηματικὴν περιουσίαν κατὰ τὸ τελευταῖον χρηματιστηριακὸν κραχ. [1336,589,1550,643]
paragraph: Ὁ ἐπὶ τῆς Ὑγιεινῆς ὑπουργὸς ἀπέστειλε ἐγκύκλιον εἰς τὰς ὑγειονομικὰς ὑπηρεσίας περὶ ἐντατικοῦ ἐλέγχου τῶν τροφίμων. [1132,1979,1327,2019]
main-headline: ΤΟ ΟΝΕΙΡΟΝ ΠΕΡΙ ΠΕΡΙΣΣΕΥΜΑΤΩΝ [579,325,1293,374]
dialogue-line: Ἐνάγων.—Ἐγνωρίζετε ὅτι ὁ γέρων Τσίγκας ἦτο ἡμῖν φίλος; [347,1803,535,1829]
paragraph: Ἤρχισε χθὲς τὴν πρωΐαν εἰς τὸ ἐνταῦθα Κακουργιοδικεῖον ἡ δίκη τῶν Κων. Τσίγκα, Ἀνυγδάλιος Τσίγκα καὶ Γεωργ. Σωτηρόπουλου, κατηγορουμένων ἐπὶ φόνῳ δύο μεταναστῶν. [150,1555,338,1623]
paragraph: Ἀναγνωσθείσης τῆς ἐκθέσεως, ἡ Γερουσία ἐπέδειξε πρῶτον τὸ ζήτημα τῆς ἐκλογῆς. [150,1036,385,1220]
paragraph: ΑΙ ΑΝΤΙΡΡΗΣΕΙΣ ΤΟΥ ΥΠΟΥΡΓΕΙΟΥ. Πολλοὶ Ἀρχιερεῖς ἐπίστευσαν ὅτι πρέπει νὰ γίνῃ συνεννόησις μετὰ τοῦ ὑπουργοῦ. [738,1400,922,1454]
paragraph: Ὥρα 4.30' ἄρχεται ἡ συνεδρίασις. [545,386,695,412]
paragraph: Ἀπελεύσε ἡ σύσταις τῆς ἀρίσωμεν εἰς τὴν ἔσοδα ὑπὸ τὸν ὑποδιαλεχθέντα προϋπολογισμὸν. [545,820,695,860]
paragraph: Ἐκ τοῦ ὑπουργείου Ὑγιεινῆς ἐξεδόθη τὸ ἀκόλουθον ἀνακοινωθέν: Ἐκ τῶν ληφθέντων πληροφοριῶν ἐκ Πύργου οὐδὲν νέον κρούσμα πανώλους ἐσημειώθη. [1336,790,1550,844]
article-subhead: ΚΑΤΑΚΛΥΣΜΙΑΙΑΣ ΒΡΟΧΗΣ [1360,299,1526,314]
paragraph: Ὁ ΜΗΤΡΟΠΟΛΙΤΗΣ ΘΕΣΣΑΛΟΝΙΚΗΣ ἠρώτησε τὸν Μητροπολίτην Βερροίας ἐὰν ἐπιθυμεῖ τὴν σύγκλησιν τῆς Ἱεραρχίας. [738,1557,922,1611]
paragraph: Ἡ Γερουσία ἐψήφισεν εἶτα τὸ νομοσχέδιον περὶ ἀναγκαστικῶν ἀπαλλοτριώσεων. [347,1094,535,1134]
article-body [150,348,535,440]
dialogue-line: Μάρτυς.—Ναί. [361,1544,427,1556]
paragraph: ΕΠΙΣΗΜΟΝ ΑΝΑΚΟΙΝΩΘΕΝ ΥΠΟΥΡΓΕΙΟΥ ΥΓΙΕΙΝΗΣ ΤΗΝ ΠΑΝΩΛΗΝ. Κατόπιν ἐρευνῶν τοῦ ὑγειονομικοῦ ἐπιθεωρητοῦ. [1336,990,1550,1030]
paragraph: Μετὰ ἱκανὴν ἔτι συζήτησιν, ἀπεφασίσθη ὅπως συσταθῇ ἐπιτροπὴ ἐξ ἑπτὰ Μητροπολιτῶν. [1132,1314,1327,1354]
paragraph: Χθὲς τὴν πρωΐαν πολυπληθὴς ἐπιτροπὴ ἰδιοκτητῶν τῆς περιοχῆς Κεραμεικοῦ παρουσιάσθη εἰς τὸν δήμαρχον κ. Μερκούρην. [1132,1876,1327,1930]
main-headline: Ο ΝΕΟΣ ΠΡΟΫΠΟΛΟΓΙΣΜΟΣ ΤΗΣ ΧΡΗΣΕΩΣ 1929-30 [572,239,1300,327]
paragraph: Ἐκ τοῦ ὑπουργείου Ὑγιεινῆς ἐξεδόθη τὸ ἀκόλουθον ἀνακοινωθέν: Ἐκ τῶν ληφθέντων πληροφοριῶν ἐκ Πύργου οὐδὲν νέον κρούσμα πανώλους ἐσημειώθη. [1336,733,1550,787]
paragraph: Ἐκ τοῦ ὑπουργείου Ὑγιεινῆς ἐξεδόθη τὸ ἀκόλουθον ἀνακοινωθέν: Ἐκ τῶν ληφθέντων πληροφοριῶν ἐκ Πύργου οὐδὲν νέον κρούσμα πανώλους ἐσημειώθη. [1336,933,1550,987]
divider [1336,1526,1550,1529]
paragraph: Τὴν 10.45' π. μ. χθὲς ὑπὸ τὴν προεδρίαν τοῦ κ. Γ. Ἰωάννου, ηὐξήνθη ἡ Γερουσία ἵνα ἐκλέξῃ τὸν Πρόεδρον αὐτῆς. [150,1151,338,1191]
paragraph: Ὁ ΜΗΤΡΟΠΟΛΙΤΗΣ ΣΠΑΡΤΗΣ εἶπεν ὅτι δὲν ἔχει ἡ Συνταγματικὴ Βουλὴ τὸ δικαίωμα νὰ νομοθετήσῃ περὶ τῆς Ἐκκλησίας. [545,1428,729,1482]
center-column [545,192,1327,2278]
paragraph: Μετὰ ἱκανὴν ἔτι συζήτησιν, ἀπεφασίσθη ὅπως συσταθῇ ἐπιτροπὴ ἐξ ἑπτὰ Μητροπολιτῶν. [738,1857,922,1897]
paragraph: Εἰς ἐρώτησιν τοῦ κ. Εἰσαγγελέως ὁ μάρτυς ἀπαντᾷ ὅτι ἐν διατάξῃ τῆς μάχης, ἐγένετο ἡ σύλληψις. [150,1883,338,1923]
paragraph: Εἰς τὴν τελετὴν θὰ παραστοῦν ὁ κ. Βενιζέλος, οἱ ὑπουργοὶ καὶ οἱ ἀντιπρόσωποι τῶν Μικρασιατικῶν σωματείων. [1336,1836,1550,1876]
paragraph: Κατόπιν ἀναλόγου ψηφοφορίας ἀνεδείχθη Πρόεδρος διὰ ψήφων 73. [347,1137,535,1163]
paragraph: Ὁ ΜΑΡΤΥΣ ΦΑΡΜΑΚΙΔΗΣ. Πρῶτος ἐξετάσθη ὁ μάρτυς κ. Φαρμακίδης, ἰατρὸς, ὅστις κατέθεσε ὅτι ἐνήργησε τὴν νεκροψίαν. [150,1926,338,1980]
paragraph: ΜΙΑ ΠΡΟΤΑΣΙΣ ΠΡΟΣ ΠΑΡΑΙΤΗΣΙΝ. Ὁ ΜΗΤΡΟΠΟΛΙΤΗΣ ΚΟΖΑΝΗΣ ἐζήτησε τὴν παραίτησιν τῆς Ἱερᾶς Συνόδου. [545,1699,729,1753]
article-headline: ΟΙ ΓΑΛΛΟΙ ΕΓΚΑΘΙΣΤΑΝΤΑΙ ΕΙΣ ΤΑ ΔΗΜΟΣΙΑ ΚΤΙΡΙΑ ΤΗΣ ΡΗΝΑΝΙΑΣ [179,297,506,339]
paragraph: Ὁ ΜΗΤΡΟΠΟΛΙΤΗΣ ΘΕΣΣΑΛΟΝΙΚΗΣ ἠρώτησε τὸν Μητροπολίτην Βερροίας ἐὰν ἐπιθυμεῖ τὴν σύγκλησιν τῆς Ἱεραρχίας. [738,1743,922,1797]
divider [545,1271,1327,1274]
paragraph: Ἡ ἐνοχὴ τῶν κομμουνιστῶν εἰς τὴν ὑπόθεσιν ἐθεωρήθη ὡς ἀναμφισβήτητος, αἱ δὲ ἀνακρίσεις συνεχίζονται δραστηρίως. [347,574,535,614]
article-headline: Η ΧΘΕΣΙΝΗ ΔΙΚΗ ΕΙΣ ΤΟ ΚΑΚΟΥΡΓΙΟΔΙΚΕΙΟΝ [227,1351,458,1393]
paragraph: Μετὰ ἱκανὴν ἔτι συζήτησιν, ἀπεφασίσθη ὅπως συσταθῇ ἐπιτροπὴ ἐξ ἑπτὰ Μητροπολιτῶν. [931,1871,1115,1911]
paragraph: Ὁ ΜΗΤΡΟΠΟΛΙΤΗΣ ΒΕΡΡΟΙΑΣ εἶπεν ὅτι ἐπείσθη νὰ δεχθῇ τὴν πρότασιν. [738,1714,922,1740]
article-body [545,1313,1115,2278]
paragraph: Κατὰ τὴν χρῆσιν 1929—1930 εἰσεπράχθησαν 4.280.000.000, πλεόνασμα τὸ ὁποῖον ὀφείλεται εἰς τὴν αὔξησιν τῶν φορολογικῶν ἐσόδων. [1019,585,1169,653]
divider [545,1307,1327,1309]
paragraph: Διάκοι ἀπάντων προσέλαβε καὶ ἡ σοβιετικὴ πρεσβεία ἐνταῦθα ἀνακοίνωσιν διὰ τῆς ὁποίας ἀρνεῖται πᾶσαν ἀνάμιξιν εἰς τὴν ὑπόθεσιν. [347,775,535,829]
paragraph: Ὁ κ. Ε. ΒΕΝΙΖΕΛΟΣ (Πρόεδρος τῆς Κυβερνήσεως) ἀπαντῶν ἐδήλωσεν ὅτι ὁ προϋπολογισμὸς 1930—1931 εἶναι ἰσοσκελισμένος. [703,991,853,1059]
paragraph: Ὁ κ. Ε. ΕΜΜΑΝΟΥΗΛΙΔΗΣ (ὑπουργὸς Πρόνοιας) κατέθεσε τὰ ἑξῆς νομοσχέδια: 1) Περὶ προσθήκης διατάξεων εἰς τὸν νόμον 3714. 2) Περὶ κυρώσεως συμβάσεως. [1177,934,1327,1016]
paragraph: Ὁ ΑΡΧΙΕΠΙΣΚΟΠΟΣ ΑΘΗΝΩΝ εἶπε ὅτι ἡ Ἱεραρχία δὲν δέχεται τὸ νομοσχέδιον περὶ διοικήσεως. [545,1870,729,1910]
section-banner [150,124,1550,184]
section-headline: Η ΝΟΘΕΙΑ ΤΩΝ ΤΡΟΦΙΜΩΝ [1135,1958,1324,1974]
paragraph: Ὁ κ. Α. ΜΙΧΑΛΑΚΟΠΟΥΛΟΣ παρατηρεῖ ὅτι, κατ' ἀρχὴν ἡ Βουλὴ ἐψήφισεν τὸν προϋπολογισμόν. [1019,1019,1169,1059]
article-body [1336,531,1550,671]
paragraph: Τὴν 11ην π. μ. τῆς προσεχοῦς Κυριακῆς θὰ τελεσθῇ εἰς τὸν Μητροπολιτικὸν ναὸν μνημόσυνον ὑπὲρ τοῦ Μητροπολίτου Σμύρνης Χρυσοστόμου. [1336,1779,1550,1833]
paragraph: Ὁ ΑΡΧΙΕΠΙΣΚΟΠΟΣ ΑΘΗΝΩΝ εἶπε ὅτι ἡ Ἱεραρχία δὲν δέχεται τὸ νομοσχέδιον περὶ διοικήσεως. [738,1457,922,1497]
article-body [1336,317,1550,487]
paragraph: Ἡ ΕΚΛΟΓΗ ΤΟΥ ΑΝΤΙΠΡΟΕΔΡΟΥ. Ὁ κ. Πολυχρονιάδης, λαμβάνων τὸν λόγον, ἐζήτησε τὴν ἐπανάληψιν τῆς ψηφοφορίας. [347,1166,535,1206]
dialogue-line: Μάρτυς.—Ὄχι. [361,1470,428,1482]
edition-label: 4" ΠΡΩΪΝΗ [1336,190,1550,240]
paragraph: Ἡ ΕΚΛΟΓΗ ΤΟΥ ΑΝΤΙΠΡΟΕΔΡΟΥ. Ὁ κ. Πολυχρονιάδης, λαμβάνων τὸν λόγον, ἐζήτησε τὴν ἐπανάληψιν τῆς ψηφοφορίας. [347,1051,535,1091]
paragraph: (Συνέχεια ἐκ τῆς 1ης σελίδος) καὶ τὴν παρουσίασαν ὑπόλοιπον τῶν ὁ βίος τῶν Μητροπολιτῶν τῆς Ἐκκλησίας τῆς Ἑλλάδος. [545,1371,729,1425]
paragraph: Ἡ Κυβέρνησις εἰσηγεῖται τὴν διάθεσιν τῶν νέων ἐσόδων διὰ παραγωγικὰ ἔργα καὶ διὰ τὴν ἀγροτικὴν πίστιν. [545,920,695,974]
paragraph: ΛΟΝΔΙΝΟΝ, 20 Νοεμβρίου. (Ἀθηνῶν Πρακτορεῖον).—Κατακλυσμιαῖαι βροχαὶ διαρκέσασαι καθ' ὅλην τὴν νύκτα τῆς χθὲς προεκάλεσαν σοβαρὰς ζημίας. Πλημμύραι ἐσημειώθησαν εἰς πολλὰς περιφερείας. [1336,317,1550,385]
paragraph: Ἀπελεύσε ἡ σύσταις τῆς ἀρίσωμεν εἰς τὴν ἔσοδα ὑπὸ τὸν ὑποδιαλεχθέντα προϋπολογισμὸν. [545,977,695,1017]
dialogue-line: Μάρτυς.—Δὲν γνωρίζω. [361,1500,465,1512]
column-divider [1330,190,1332,2265]
article-body [150,1427,535,2278]
paragraph: 1929 ἀφορᾷ 473.803.840. Ἐκ δὲ τῶν καθυστερουμένων εἰσπράξεων ἐκ δραχμῶν 59.848.600 εἰσπράχθησαν 178.520.365 ἤτοι ἐπὶ πλέον 85.671.565. [861,500,1011,582]
paragraph: Εἰς τὴν τελετὴν θὰ παραστοῦν ὁ κ. Βενιζέλος, οἱ ὑπουργοὶ καὶ οἱ ἀντιπρόσωποι τῶν Μικρασιατικῶν σωματείων. [1336,1936,1550,1976]
paragraph: Ὁ ΑΡΧΙΕΠΙΣΚΟΠΟΣ ΑΘΗΝΩΝ εἶπε ὅτι ἡ Ἱεραρχία δὲν δέχεται τὸ νομοσχέδιον περὶ διοικήσεως. [931,1371,1115,1411]
paragraph: Η ΦΙΛΟΞΕΝΙΑ. Κατὰ τὴν νύκτα τῆς 28ης πρὸς 29ην Ἰουλίου 1927 ὁ γαμβρὸς τῆς ξενοδόχου ἐκάλεσε τοὺς δύο ξένους. [347,1760,535,1800]
paragraph: ΕΠΙΣΗΜΟΝ ΑΝΑΚΟΙΝΩΘΕΝ ΥΠΟΥΡΓΕΙΟΥ ΥΓΙΕΙΝΗΣ ΤΗΝ ΠΑΝΩΛΗΝ. Κατόπιν ἐρευνῶν τοῦ ὑγειονομικοῦ ἐπιθεωρητοῦ. [1336,847,1550,887]
article-body [1132,1978,1327,2198]
paragraph: Ὁ ΜΗΤΡΟΠΟΛΙΤΗΣ ΒΕΡΡΟΙΑΣ εἶπεν ὅτι ἐπείσθη νὰ δεχθῇ τὴν πρότασιν. [738,1371,922,1397]
paragraph: Κατὰ τὴν χρῆσιν 1929—1930 εἰσεπράχθησαν 4.280.000.000, πλεόνασμα τὸ ὁποῖον ὀφείλεται εἰς τὴν αὔξησιν τῶν φορολογικῶν ἐσόδων. [703,556,853,624]
ornament-icon: §§§§ [209,139,254,169]
paragraph: (Συνέχεια ἐκ τῆς 1ης σελίδος) καὶ τὴν παρουσίασαν ὑπόλοιπον τῶν ὁ βίος τῶν Μητροπολιτῶν τῆς Ἐκκλησίας τῆς Ἑλλάδος. [738,1800,922,1854]
paragraph: Κατὰ τὴν χρῆσιν 1929—1930 εἰσεπράχθησαν 4.280.000.000, πλεόνασμα τὸ ὁποῖον ὀφείλεται εἰς τὴν αὔξησιν τῶν φορολογικῶν ἐσόδων. [861,585,1011,653]
paragraph: Ὁ κ. Εἰσαγγελεὺς Βόλου ἐρωτηθεὶς ἐδήλωσεν ὅτι αἱ ἀνακρίσεις θὰ συνεχισθοῦν. [347,689,535,729]
paragraph: Ὁ κ. Μερκούρης ἐδήλωσε ὅτι ὁ Δῆμος θὰ ἐξετάσῃ τὸ ζήτημα καὶ θὰ ἀνακοινώσῃ τὰς ἀποφάσεις του. [1132,1833,1327,1873]
paragraph: (Συνέχεια ἐκ τῆς 1ης σελίδος) καὶ τὴν παρουσίασαν ὑπόλοιπον τῶν ὁ βίος τῶν Μητροπολιτῶν τῆς Ἐκκλησίας τῆς Ἑλλάδος. [545,1813,729,1867]
paragraph: ΒΕΡΟΛΙΝΟΝ, 20 Νοεμβρίου. (Ἀθηνῶν Πρακτορεῖον).—Ἡ διάσημος ἠθοποιὸς Πόλα Νέγκρι ἔχασε μεγάλην χρηματικὴν περιουσίαν κατὰ τὸ τελευταῖον χρηματιστηριακὸν κραχ. [1336,532,1550,586]
paragraph: Γ. ΜΑΡΗΣ (ὑπουργὸς Οἰκονομικῶν). Εἰσηγούμενος τὸν προϋπολογισμὸν τῆς χρήσεως 1930—1931 ἐξήγησεν ὅτι τὰ ἔσοδα καθορίζονται εἰς δραχμὰς 8.845.000.000. [545,415,695,497]
paragraph: Ἡ Κυβέρνησις εἰσηγεῖται τὴν διάθεσιν τῶν νέων ἐσόδων διὰ παραγωγικὰ ἔργα καὶ διὰ τὴν ἀγροτικὴν πίστιν. [703,863,853,917]
article-body [1132,1313,1327,1583]
